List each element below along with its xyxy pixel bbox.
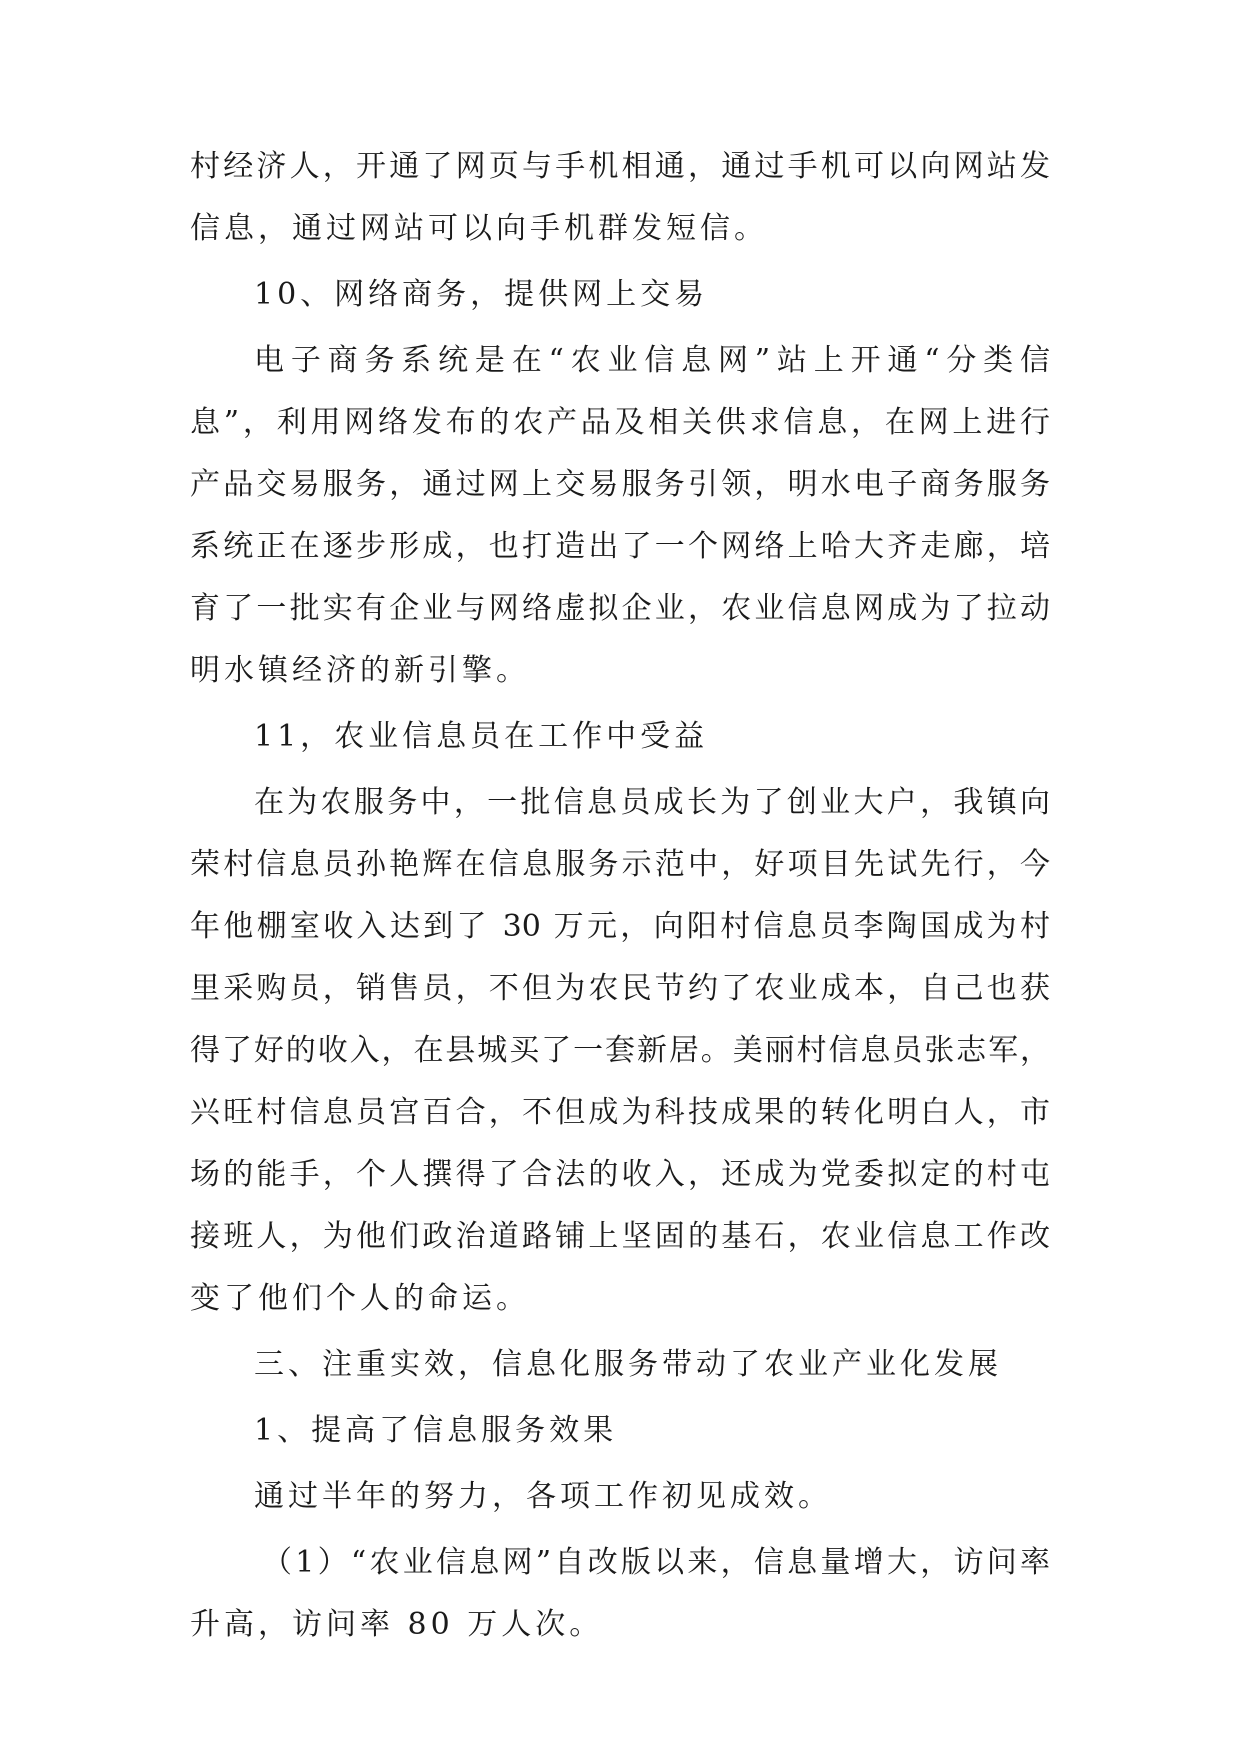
subsection-heading: 1、提高了信息服务效果 — [254, 1413, 618, 1448]
text-line: 通过半年的努力，各项工作初见成效。 — [254, 1479, 832, 1514]
text-line: 里采购员，销售员，不但为农民节约了农业成本，自己也获 — [190, 971, 1050, 1006]
text-line: （1）“农业信息网”自改版以来，信息量增大，访问率 — [262, 1545, 1050, 1580]
text-line: 育了一批实有企业与网络虚拟企业，农业信息网成为了拉动 — [190, 591, 1050, 626]
text-line: 场的能手，个人撰得了合法的收入，还成为党委拟定的村屯 — [190, 1157, 1050, 1192]
text-line: 产品交易服务，通过网上交易服务引领，明水电子商务服务 — [190, 467, 1050, 502]
text-line: 息”，利用网络发布的农产品及相关供求信息，在网上进行 — [190, 405, 1050, 440]
text-line: 兴旺村信息员宫百合，不但成为科技成果的转化明白人，市 — [190, 1095, 1050, 1130]
text-line: 荣村信息员孙艳辉在信息服务示范中，好项目先试先行，今 — [190, 847, 1050, 882]
text-line: 在为农服务中，一批信息员成长为了创业大户，我镇向 — [254, 785, 1050, 820]
text-line: 接班人，为他们政治道路铺上坚固的基石，农业信息工作改 — [190, 1219, 1050, 1254]
text-line: 信息，通过网站可以向手机群发短信。 — [190, 211, 768, 246]
section-heading: 11，农业信息员在工作中受益 — [254, 719, 709, 754]
text-line: 升高，访问率 80 万人次。 — [190, 1607, 604, 1642]
text-line: 得了好的收入，在县城买了一套新居。美丽村信息员张志军， — [190, 1033, 1050, 1068]
text-line: 变了他们个人的命运。 — [190, 1281, 530, 1316]
text-line: 明水镇经济的新引擎。 — [190, 653, 530, 688]
text-line: 电子商务系统是在“农业信息网”站上开通“分类信 — [254, 343, 1050, 378]
text-line: 村经济人，开通了网页与手机相通，通过手机可以向网站发 — [190, 149, 1050, 184]
section-heading: 三、注重实效，信息化服务带动了农业产业化发展 — [254, 1347, 1002, 1382]
section-heading: 10、网络商务，提供网上交易 — [254, 277, 709, 312]
text-line: 系统正在逐步形成，也打造出了一个网络上哈大齐走廊，培 — [190, 529, 1050, 564]
text-line: 年他棚室收入达到了 30 万元，向阳村信息员李陶国成为村 — [190, 909, 1050, 944]
